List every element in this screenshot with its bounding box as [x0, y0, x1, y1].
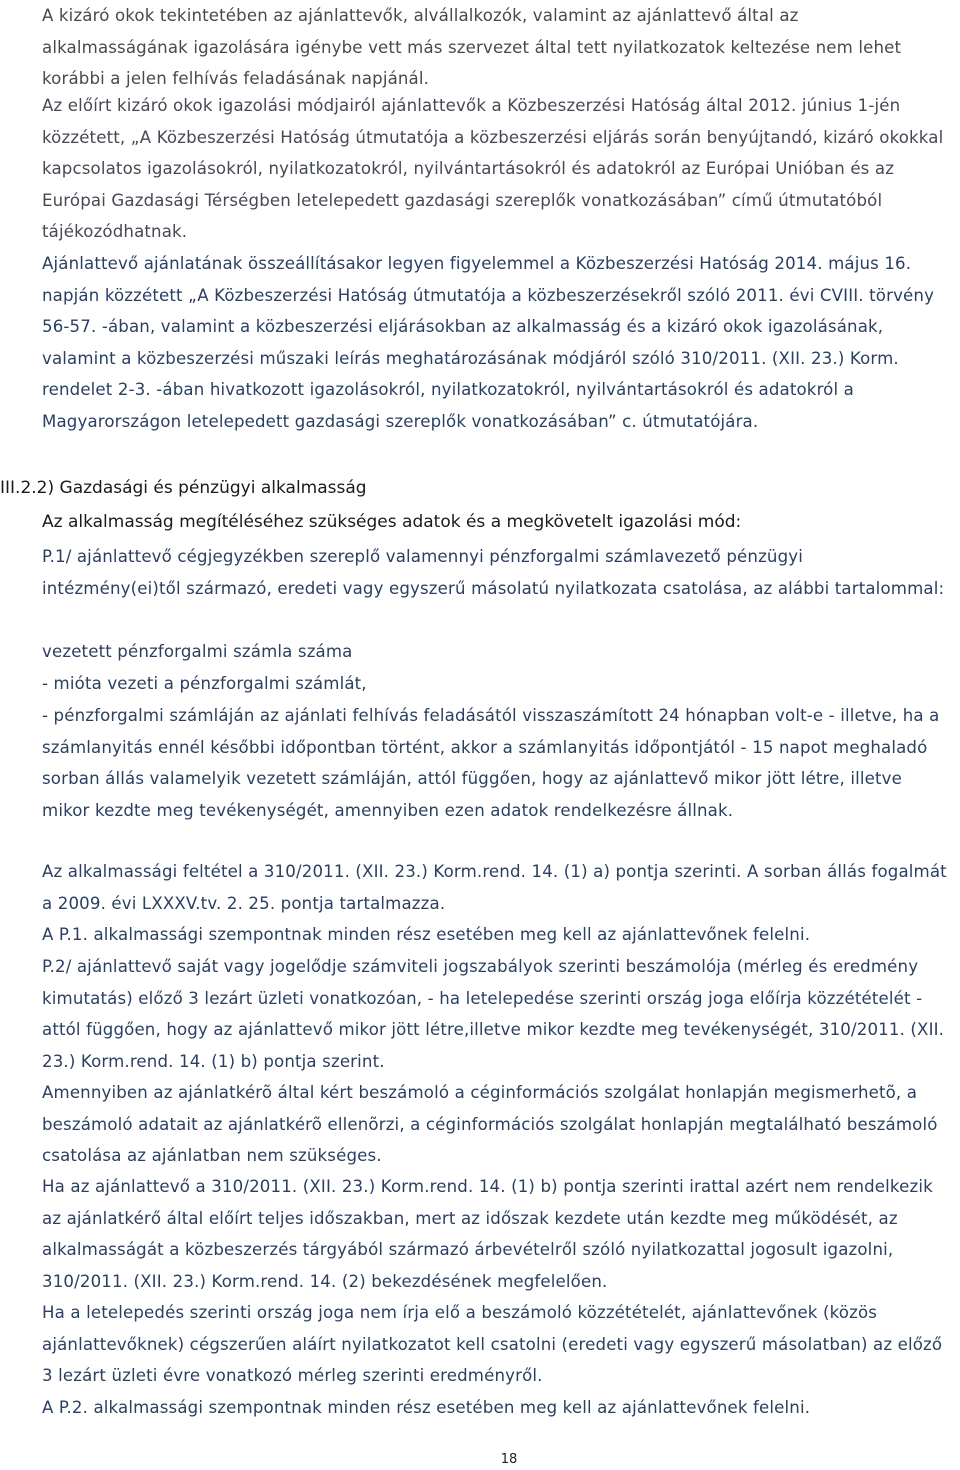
paragraph-account-since: - mióta vezeti a pénzforgalmi számlát,: [42, 674, 367, 693]
paragraph-p1-legal-basis: Az alkalmassági feltétel a 310/2011. (XII. 23.) Korm.rend. 14. (1) a) pontja szerinti. A sorban állás fogalmát a 2009. évi LXXXV.tv. 2. 25. pontja tartalmazza.: [42, 862, 953, 913]
paragraph-account-number: vezetett pénzforgalmi számla száma: [42, 642, 353, 661]
paragraph-exclusion-dates: A kizáró okok tekintetében az ajánlattevők, alvállalkozók, valamint az ajánlattevő által az alkalmasságának igazolására igénybe vett más szervezet által tett nyilatkozatok keltezése nem lehet korábbi a jelen felhívás feladásának napjánál.: [42, 6, 907, 88]
paragraph-authority-guidance: Ajánlattevő ajánlatának összeállításakor legyen figyelemmel a Közbeszerzési Hatóság 2014. május 16. napján közzétett „A Közbeszerzési Hatóság útmutatója a közbeszerzésekről szóló 2011. évi CVIII. törvény 56-57. -ában, valamint a közbeszerzési eljárásokban az alkalmasság és a kizáró okok igazolásának, valamint a közbeszerzési műszaki leírás meghatározásának módjáról szóló 310/2011. (XII. 23.) Korm. rendelet 2-3. -ában hivatkozott igazolásokról, nyilatkozatokról, nyilvántartásokról és adatokról a Magyarországon letelepedett gazdasági szereplők vonatkozásában” c. útmutatójára.: [42, 254, 940, 431]
paragraph-p2-requirement: P.2/ ajánlattevő saját vagy jogelődje számviteli jogszabályok szerinti beszámolója (mérleg és eredmény kimutatás) előző 3 lezárt üzleti vonatkozóan, - ha letelepedése szerinti ország joga előírja közzétételét - attól függően, hogy az ajánlattevő mikor jött létre,illetve mikor kezdte meg tevékenységét, 310/2011. (XII. 23.) Korm.rend. 14. (1) b) pontja szerint.: [42, 957, 950, 1071]
section-subheading: Az alkalmasság megítéléséhez szükséges adatok és a megkövetelt igazolási mód:: [42, 512, 742, 532]
paragraph-p1-all-parts: A P.1. alkalmassági szempontnak minden rész esetében meg kell az ajánlattevőnek felelni.: [42, 925, 811, 944]
page-number: 18: [500, 1452, 518, 1467]
paragraph-company-info-service: Amennyiben az ajánlatkérõ által kért beszámoló a céginformációs szolgálat honlapján megismerhetõ, a beszámoló adatait az ajánlatkérõ ellenõrzi, a céginformációs szolgálat honlapján megtalálható beszámoló csatolása az ajánlatban nem szükséges.: [42, 1083, 943, 1165]
paragraph-revenue-declaration: Ha az ajánlattevő a 310/2011. (XII. 23.) Korm.rend. 14. (1) b) pontja szerinti irattal azért nem rendelkezik az ajánlatkérő által előírt teljes időszakban, mert az időszak kezdete után kezdte meg működését, az alkalmasságát a közbeszerzés tárgyából származó árbevételről szóló nyilatkozattal jogosult igazolni, 310/2011. (XII. 23.) Korm.rend. 14. (2) bekezdésének megfelelően.: [42, 1177, 939, 1291]
paragraph-p2-all-parts: A P.2. alkalmassági szempontnak minden rész esetében meg kell az ajánlattevőnek felelni.: [42, 1398, 811, 1417]
paragraph-exclusion-guidance: Az előírt kizáró okok igazolási módjairól ajánlattevők a Közbeszerzési Hatóság által 2012. június 1-jén közzétett, „A Közbeszerzési Hatóság útmutatója a közbeszerzési eljárás során benyújtandó, kizáró okokkal kapcsolatos igazolásokról, nyilatkozatokról, nyilvántartásokról és adatokról az Európai Unióban és az Európai Gazdasági Térségben letelepedett gazdasági szereplők vonatkozásában” című útmutatóból tájékozódhatnak.: [42, 96, 949, 241]
paragraph-p1-requirement: P.1/ ajánlattevő cégjegyzékben szereplő valamennyi pénzforgalmi számlavezető pénzügyi intézmény(ei)től származó, eredeti vagy egyszerű másolatú nyilatkozata csatolása, az alábbi tartalommal:: [42, 547, 945, 598]
paragraph-queue-condition: - pénzforgalmi számláján az ajánlati felhívás feladásától visszaszámított 24 hónapban volt-e - illetve, ha a számlanyitás ennél későbbi időpontban történt, akkor a számlanyitás időpontjától - 15 napot meghaladó sorban állás valamelyik vezetett számláján, attól függően, hogy az ajánlattevő mikor jött létre, illetve mikor kezdte meg tevékenységét, amennyiben ezen adatok rendelkezésre állnak.: [42, 706, 945, 820]
section-heading: III.2.2) Gazdasági és pénzügyi alkalmasság: [0, 478, 367, 498]
paragraph-foreign-law: Ha a letelepedés szerinti ország joga nem írja elő a beszámoló közzétételét, ajánlattevőnek (közös ajánlattevőknek) cégszerűen aláírt nyilatkozatot kell csatolni (eredeti vagy egyszerű másolatban) az előző 3 lezárt üzleti évre vonatkozó mérleg szerinti eredményről.: [42, 1303, 948, 1385]
